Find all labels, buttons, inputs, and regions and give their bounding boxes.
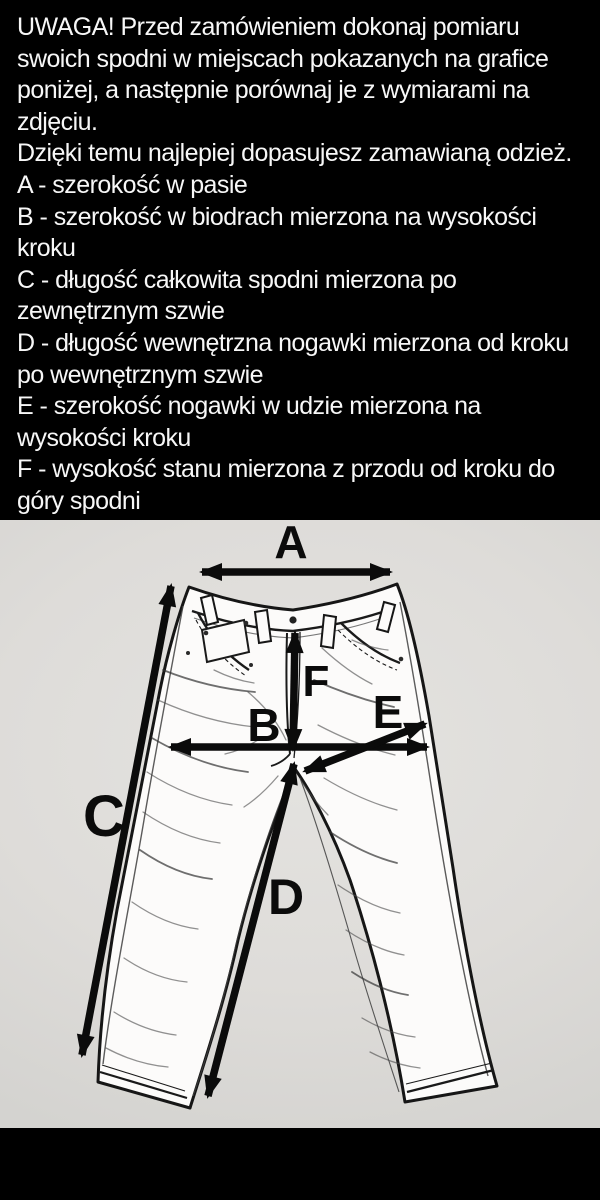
legend-line-b-cont: kroku	[17, 234, 76, 263]
legend-line-c: C - długość całkowita spodni mierzona po	[17, 265, 457, 294]
label-c: C	[83, 784, 125, 849]
label-a: A	[274, 520, 308, 568]
notice-line: zdjęciu.	[17, 107, 98, 136]
jeans-illustration	[0, 520, 600, 1128]
waist-button	[289, 616, 296, 623]
measurement-notice	[0, 0, 600, 520]
legend-line-f: F - wysokość stanu mierzona z przodu od kroku do	[17, 455, 555, 484]
legend-line-c-cont: zewnętrznym szwie	[17, 297, 225, 326]
right-pocket-rivet	[399, 657, 404, 662]
label-d: D	[267, 869, 305, 925]
arrow-f-front-rise	[293, 633, 295, 749]
notice-line: Dzięki temu najlepiej dopasujesz zamawianą odzież.	[17, 139, 572, 168]
jeans-diagram	[0, 520, 600, 1128]
label-e: E	[372, 686, 404, 738]
notice-line: swoich spodni w miejscach pokazanych na grafice	[17, 44, 549, 73]
legend-line-d-cont: po wewnętrznym szwie	[17, 360, 264, 389]
legend-line-b: B - szerokość w biodrach mierzona na wysokości	[17, 202, 537, 231]
legend-line-e-cont: wysokości kroku	[17, 423, 191, 452]
legend-line-a: A - szerokość w pasie	[17, 170, 248, 199]
label-b: B	[247, 699, 281, 751]
legend-line-e: E - szerokość nogawki w udzie mierzona na	[17, 392, 481, 421]
notice-line: poniżej, a następnie porównaj je z wymiarami na	[17, 76, 529, 105]
legend-line-d: D - długość wewnętrzna nogawki mierzona od kroku	[17, 328, 569, 357]
notice-line: UWAGA! Przed zamówieniem dokonaj pomiaru	[17, 13, 520, 41]
legend-line-f-cont: góry spodni	[17, 486, 141, 515]
footer-bar	[0, 1128, 600, 1200]
label-f: F	[302, 657, 330, 706]
